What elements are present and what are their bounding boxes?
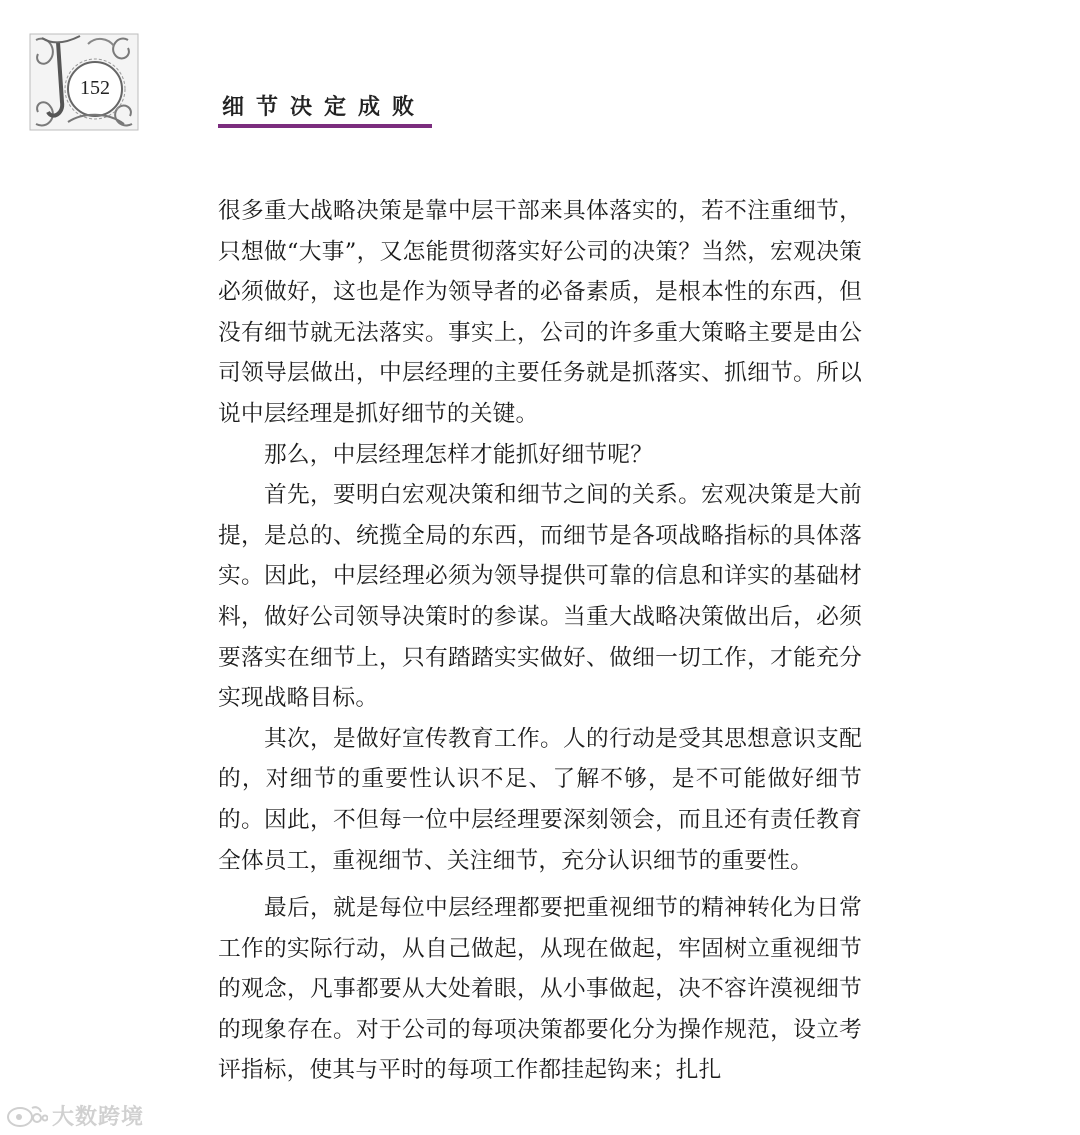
body-text [218, 191, 862, 1091]
weibo-logo-icon [6, 1102, 48, 1128]
watermark [6, 1100, 144, 1130]
paragraph: 最后，就是每位中层经理都要把重视细节的精神转化为日常工作的实际行动，从自己做起，从现在做起，牢固树立重视细节的观念，凡事都要从大处着眼，从小事做起，决不容许漠视细节的现象存在。对于公司的每项决策都要化分为操作规范，设立考评指标，使其与平时的每项工作都挂起钩来；扎扎 [218, 895, 862, 1084]
paragraph: 首先，要明白宏观决策和细节之间的关系。宏观决策是大前提，是总的、统揽全局的东西，而细节是各项战略指标的具体落实。因此，中层经理必须为领导提供可靠的信息和详实的基础材料，做好公司领导决策时的参谋。当重大战略决策做出后，必须要落实在细节上，只有踏踏实实做好、做细一切工作，才能充分实现战略目标。 [218, 482, 862, 712]
paragraph: 其次，是做好宣传教育工作。人的行动是受其思想意识支配的，对细节的重要性认识不足、了解不够，是不可能做好细节的。因此，不但每一位中层经理要深刻领会，而且还有责任教育全体员工，重视细节、关注细节，充分认识细节的重要性。 [218, 725, 862, 874]
title-underline [218, 124, 432, 128]
watermark-text: 大数跨境 [52, 1104, 145, 1130]
book-title: 细节决定成败 [222, 94, 427, 120]
page-number: 152 [80, 77, 110, 99]
paragraph: 很多重大战略决策是靠中层干部来具体落实的，若不注重细节，只想做“大事”，又怎能贯彻落实好公司的决策？当然，宏观决策必须做好，这也是作为领导者的必备素质，是根本性的东西，但没有细节就无法落实。事实上，公司的许多重大策略主要是由公司领导层做出，中层经理的主要任务就是抓落实、抓细节。所以说中层经理是抓好细节的关键。 [218, 198, 862, 427]
paragraph: 那么，中层经理怎样才能抓好细节呢？ [264, 441, 654, 468]
